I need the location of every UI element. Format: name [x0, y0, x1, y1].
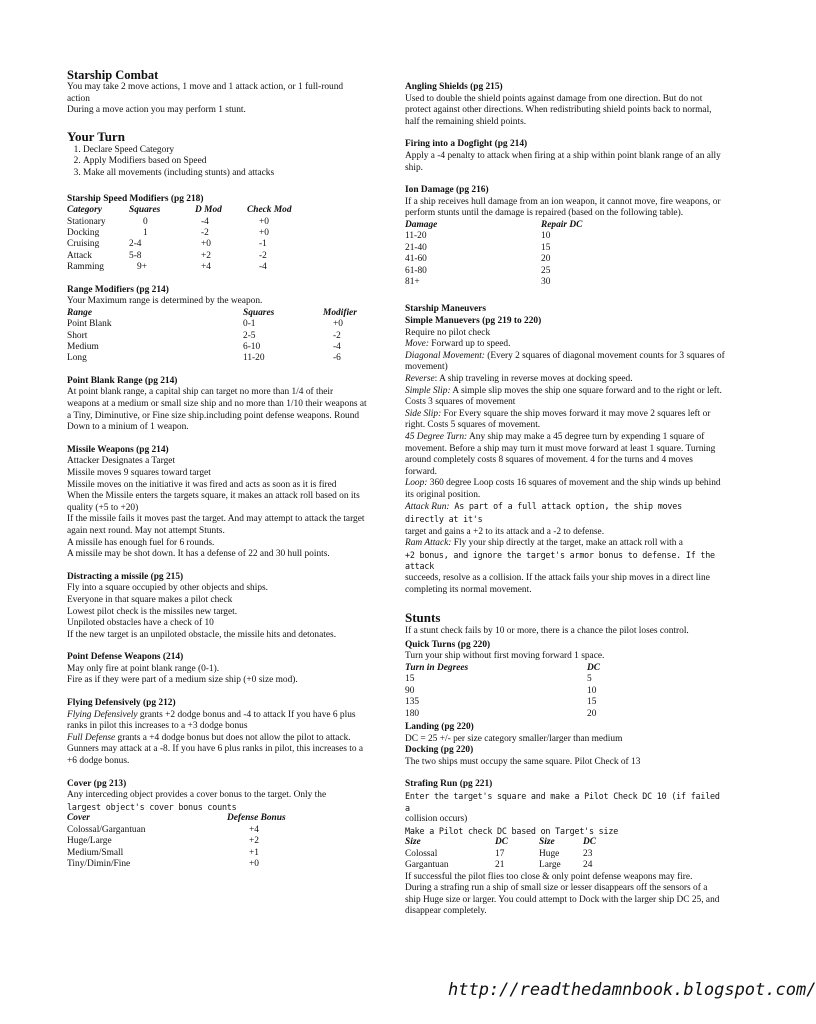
table-row: [405, 243, 582, 254]
paragraph: At point blank range, a capital ship can target no more than 1/4 of their weapons at a medium or small size ship and no more than 1/10 their weapons at a Tiny, Diminutive, or Fine size ship.including point defense weapons. Round Down to a minium of 1 weapon.: [67, 387, 367, 433]
table-cell: 15: [405, 674, 415, 685]
term-label: 45 Degree Turn:: [405, 431, 468, 442]
table-header-row: [67, 205, 292, 216]
table-cell: Colossal/Gargantuan: [67, 824, 146, 835]
term-label: Reverse: [405, 373, 435, 384]
ion-damage-table: [405, 220, 582, 288]
paragraph: If successful the pilot flies too close & only point defense weapons may fire.: [405, 871, 693, 882]
quick-turns-section: [405, 640, 725, 720]
text-line: May only fire at point blank range (0-1).: [67, 663, 220, 674]
table-cell: +0: [259, 227, 269, 238]
column-header: Turn in Degrees: [405, 663, 469, 673]
docking-section: [405, 745, 725, 768]
paragraph: If a stunt check fails by 10 or more, there is a chance the pilot loses control.: [405, 626, 689, 637]
paragraph: [67, 710, 367, 733]
table-cell: 24: [583, 860, 593, 871]
table-header-row: [405, 663, 600, 674]
section-title: Docking (pg 220): [405, 745, 474, 756]
strafing-size-table: [405, 837, 596, 871]
table-cell: 17: [495, 848, 505, 859]
column-header: DC: [583, 837, 597, 848]
table-row: [67, 342, 357, 353]
term-label: Simple Slip:: [405, 385, 451, 396]
table-cell: 5-8: [129, 250, 142, 261]
table-cell: +0: [201, 239, 211, 250]
cover-table: [67, 813, 286, 870]
range-modifiers-section: [67, 285, 367, 365]
table-cell: Medium/Small: [67, 847, 124, 858]
column-header: Size: [405, 837, 421, 848]
table-cell: 20: [541, 254, 551, 265]
cover-section: [67, 779, 367, 871]
term-text: Forward up to speed.: [428, 339, 511, 350]
handwritten-line: Make a Pilot check DC based on Target's size: [405, 825, 619, 836]
column-header: Modifier: [323, 307, 357, 318]
table-row: [67, 331, 357, 342]
table-row: [405, 709, 600, 720]
table-cell: 30: [541, 276, 551, 287]
text-line: Fly into a square occupied by other objects and ships.: [67, 583, 268, 594]
paragraph: If a ship receives hull damage from an ion weapon, it cannot move, fire weapons, or perform stunts until the damage is repaired (based on the following table).: [405, 196, 721, 219]
table-cell: Gargantuan: [405, 860, 449, 871]
term-label: Full Defense: [67, 732, 116, 743]
text-line: Fire as if they were part of a medium size ship (+0 size mod).: [67, 675, 298, 686]
left-column: [67, 68, 367, 870]
section-title: Flying Defensively (pg 212): [67, 698, 176, 709]
text-line: collision occurs): [405, 814, 468, 825]
column-header: DC: [587, 663, 601, 673]
table-cell: Huge: [539, 848, 560, 859]
text-line: You may take 2 move actions, 1 move and 1 attack action, or 1 full-round action: [67, 82, 344, 104]
term-text: : A ship traveling in reverse moves at docking speed.: [434, 373, 633, 384]
text-line: A missile may be shot down. It has a defense of 22 and 30 hull points.: [67, 549, 330, 560]
table-cell: Medium: [67, 342, 99, 352]
text-line: Missile moves 9 squares toward target: [67, 467, 211, 478]
term-text: Fly your ship directly at the target, make an attack roll with a: [451, 538, 683, 549]
table-cell: 21: [495, 860, 505, 871]
table-cell: Point Blank: [67, 319, 112, 330]
table-row: [405, 254, 582, 265]
column-header: Squares: [243, 307, 275, 318]
table-cell: 1: [143, 227, 148, 238]
term-text: For Every square the ship moves forward it may move 2 squares left or right. Costs 5 squares of movement.: [405, 408, 711, 431]
table-row: [405, 686, 600, 697]
table-cell: +0: [249, 859, 259, 870]
table-cell: 23: [583, 848, 593, 859]
paragraph: [405, 432, 725, 478]
table-cell: Huge/Large: [67, 836, 112, 847]
table-row: [405, 674, 600, 685]
table-cell: 2-4: [129, 239, 142, 250]
table-cell: 135: [405, 697, 420, 708]
table-row: [405, 697, 600, 708]
table-row: [405, 860, 596, 871]
table-cell: Tiny/Dimin/Fine: [67, 859, 131, 870]
table-header-row: [67, 813, 286, 824]
section-title: Strafing Run (pg 221): [405, 779, 493, 790]
paragraph: [405, 374, 725, 386]
text-line: A missile has enough fuel for 6 rounds.: [67, 537, 215, 548]
section-title: Cover (pg 213): [67, 778, 127, 789]
table-header-row: [67, 308, 357, 319]
column-header: Cover: [67, 813, 90, 824]
text-line: Require no pilot check: [405, 327, 491, 338]
table-cell: +2: [201, 250, 211, 261]
table-row: [67, 228, 292, 239]
section-title: Range Modifiers (pg 214): [67, 284, 169, 295]
table-cell: Ramming: [67, 262, 104, 273]
point-blank-range-section: [67, 376, 367, 434]
table-cell: 11-20: [243, 353, 265, 364]
quick-turns-table: [405, 663, 600, 720]
table-row: [67, 217, 292, 228]
text-line: Any interceding object provides a cover bonus to the target. Only the: [67, 790, 327, 801]
term-label: Flying Defensively: [67, 709, 138, 720]
section-title: Starship Speed Modifiers (pg 218): [67, 193, 204, 204]
column-header: Repair DC: [541, 219, 583, 230]
term-label: Ram Attack:: [405, 538, 452, 549]
section-title: Point Defense Weapons (214): [67, 652, 184, 663]
table-cell: 90: [405, 685, 415, 696]
section-title: Distracting a missile (pg 215): [67, 571, 184, 582]
handwritten-line: largest object's cover bonus counts: [67, 801, 237, 812]
table-row: [67, 836, 286, 847]
paragraph: [405, 501, 725, 526]
term-label: Side Slip:: [405, 408, 442, 419]
table-row: [67, 262, 292, 273]
section-title: Starship Maneuvers: [405, 304, 486, 315]
table-row: [67, 825, 286, 836]
text-line: If the missile fails it moves past the target. And may attempt to attack the target again next round. May not attempt Stunts.: [67, 514, 365, 536]
column-header: Defense Bonus: [227, 813, 286, 824]
table-cell: +1: [249, 847, 259, 858]
column-header: D Mod: [195, 205, 222, 216]
paragraph: [405, 538, 725, 550]
dogfight-section: [405, 139, 725, 174]
section-title: Stunts: [405, 610, 441, 626]
table-cell: 0: [143, 216, 148, 227]
table-row: [67, 319, 357, 330]
distracting-missile-section: [67, 572, 367, 642]
table-cell: 11-20: [405, 231, 427, 242]
table-cell: 15: [587, 697, 597, 708]
table-row: [67, 239, 292, 250]
column-header: Damage: [405, 219, 438, 230]
term-label: Loop:: [405, 478, 428, 489]
text-line: If the new target is an unpiloted obstacle, the missile hits and detonates.: [67, 629, 337, 640]
missile-weapons-section: [67, 445, 367, 561]
text-line: DC = 25 +/- per size category smaller/larger than medium: [405, 733, 623, 744]
table-cell: +0: [333, 319, 343, 330]
table-cell: 81+: [405, 276, 420, 287]
table-cell: -4: [259, 262, 267, 273]
table-row: [405, 266, 582, 277]
table-cell: 10: [587, 685, 597, 696]
turn-steps-list: [67, 145, 367, 180]
range-modifiers-table: [67, 308, 357, 365]
table-cell: -2: [333, 330, 341, 341]
term-text: 360 degree Loop costs 16 squares of movement and the ship winds up behind its original position.: [405, 478, 721, 500]
table-cell: Docking: [67, 227, 100, 238]
text-line: Attacker Designates a Target: [67, 456, 176, 467]
section-title: Point Blank Range (pg 214): [67, 375, 178, 386]
text-line: When the Missile enters the targets square, it makes an attack roll based on its quality (+5 to +20): [67, 491, 360, 513]
table-cell: 21-40: [405, 242, 427, 253]
right-column: [405, 82, 725, 918]
section-subtitle: Simple Manuevers (pg 219 to 220): [405, 315, 542, 326]
starship-maneuvers-section: [405, 304, 725, 596]
section-title: Firing into a Dogfight (pg 214): [405, 139, 528, 150]
term-label: Attack Run:: [405, 502, 450, 513]
text-line: The two ships must occupy the same square. Pilot Check of 13: [405, 756, 641, 767]
term-text: grants a +4 dodge bonus but does not allow the pilot to attack. Gunners may attack at a -8. If you have 6 plus ranks in pilot, this increases to a +6 dodge bonus.: [67, 732, 364, 767]
starship-combat-section: [67, 68, 367, 117]
table-cell: -4: [333, 342, 341, 352]
table-row: [67, 848, 286, 859]
term-label: Diagonal Movement:: [405, 350, 485, 361]
paragraph: [405, 339, 725, 351]
text-line: Everyone in that square makes a pilot check: [67, 594, 233, 605]
speed-modifiers-table: [67, 205, 292, 273]
paragraph: [405, 351, 725, 374]
table-cell: 61-80: [405, 265, 427, 276]
column-header: Range: [67, 307, 93, 318]
table-cell: 0-1: [243, 319, 256, 330]
text-line: Lowest pilot check is the missiles new target.: [67, 606, 238, 617]
text-line: target and gains a +2 to its attack and a -2 to defense.: [405, 526, 605, 537]
table-cell: +0: [259, 216, 269, 227]
table-row: [67, 859, 286, 870]
handwritten-line: Enter the target's square and make a Pilot Check DC 10 (if failed a: [405, 791, 720, 813]
table-row: [67, 353, 357, 364]
table-cell: Long: [67, 353, 87, 364]
table-cell: +4: [201, 262, 211, 273]
column-header: Category: [67, 205, 102, 216]
flying-defensively-section: [67, 698, 367, 768]
table-cell: -4: [201, 216, 209, 227]
text-line: Unpiloted obstacles have a check of 10: [67, 618, 214, 629]
list-item: 3. Make all movements (including stunts) and attacks: [83, 168, 367, 180]
text-line: Turn your ship without first moving forward 1 space.: [405, 651, 605, 662]
section-title: Missile Weapons (pg 214): [67, 444, 169, 455]
blog-url-link[interactable]: http://readthedamnbook.blogspot.com/: [448, 980, 816, 1000]
paragraph: [405, 478, 725, 501]
table-cell: -2: [259, 250, 267, 261]
list-item: 2. Apply Modifiers based on Speed: [83, 156, 367, 168]
table-cell: 5: [587, 674, 592, 685]
term-text: Any ship may make a 45 degree turn by expending 1 square of movement. Before a ship may turn it must move forward at least 1 square. Turning around completely costs 8 squares of movement. 4 for the turns and 4 moves forward.: [405, 431, 716, 477]
table-cell: Large: [539, 860, 561, 871]
section-title: Starship Combat: [67, 68, 159, 82]
angling-shields-section: [405, 82, 725, 128]
table-row: [405, 231, 582, 242]
table-cell: -1: [259, 239, 267, 250]
column-header: DC: [495, 837, 509, 848]
paragraph: [405, 409, 725, 432]
table-cell: 20: [587, 708, 597, 719]
section-title: Angling Shields (pg 215): [405, 82, 503, 92]
table-cell: 25: [541, 265, 551, 276]
paragraph: [67, 733, 367, 768]
table-cell: Colossal: [405, 848, 438, 859]
text-line: Your Maximum range is determined by the weapon.: [67, 296, 263, 307]
paragraph: succeeds, resolve as a collision. If the attack fails your ship moves in a direct line completing its normal movement.: [405, 573, 710, 595]
table-row: [405, 277, 582, 288]
table-cell: 2-5: [243, 330, 256, 341]
table-cell: +4: [249, 824, 259, 835]
handwritten-text: As part of a full attack option, the ship moves directly at it's: [405, 501, 682, 525]
table-cell: Stationary: [67, 216, 106, 227]
paragraph: Apply a -4 penalty to attack when firing at a ship within point blank range of an ally ship.: [405, 150, 721, 173]
table-header-row: [405, 837, 596, 848]
ion-damage-section: [405, 185, 725, 288]
list-item: 1. Declare Speed Category: [83, 145, 367, 157]
table-cell: 10: [541, 231, 551, 242]
table-cell: Short: [67, 330, 88, 341]
paragraph: [405, 386, 725, 409]
table-cell: 180: [405, 708, 420, 719]
term-text: (Every 2 squares of diagonal movement counts for 3 squares of movement): [405, 350, 725, 373]
term-text: A simple slip moves the ship one square forward and to the right or left. Costs 3 squares of movement: [405, 385, 722, 408]
table-cell: 41-60: [405, 254, 427, 265]
section-title: Ion Damage (pg 216): [405, 185, 489, 196]
table-cell: Attack: [67, 250, 92, 261]
text-line: During a move action you may perform 1 stunt.: [67, 105, 246, 116]
table-row: [67, 251, 292, 262]
column-header: Squares: [129, 205, 161, 216]
table-cell: 15: [541, 242, 551, 253]
speed-modifiers-section: [67, 194, 367, 274]
paragraph: Used to double the shield points against damage from one direction. But do not protect against other directions. When redistributing shield points back to normal, half the remaining shield points.: [405, 93, 712, 127]
point-defense-section: [67, 652, 367, 687]
table-cell: 9+: [137, 262, 147, 273]
section-title: Landing (pg 220): [405, 722, 474, 733]
landing-section: [405, 722, 725, 745]
stunts-section: [405, 610, 725, 638]
table-cell: +2: [249, 836, 259, 847]
your-turn-section: [67, 129, 367, 180]
table-cell: Cruising: [67, 239, 100, 250]
column-header: Size: [539, 837, 555, 848]
term-label: Move:: [405, 339, 429, 350]
term-text: grants +2 dodge bonus and -4 to attack If you have 6 plus ranks in pilot this increases to a +3 dodge bonus: [67, 709, 356, 732]
table-header-row: [405, 220, 582, 231]
table-cell: -6: [333, 353, 341, 364]
table-cell: -2: [201, 227, 209, 238]
section-title: Your Turn: [67, 128, 125, 144]
paragraph: During a strafing run a ship of small size or lesser disappears off the sensors of a ship Huge size or larger. You could attempt to Dock with the larger ship DC 25, and disappear completely.: [405, 883, 720, 917]
table-cell: 6-10: [243, 342, 261, 352]
table-row: [405, 849, 596, 860]
section-title: Quick Turns (pg 220): [405, 639, 491, 650]
handwritten-line: +2 bonus, and ignore the target's armor bonus to defense. If the attack: [405, 549, 715, 572]
column-header: Check Mod: [247, 205, 292, 216]
strafing-run-section: [405, 779, 725, 918]
text-line: Missile moves on the initiative it was fired and acts as soon as it is fired: [67, 479, 337, 490]
